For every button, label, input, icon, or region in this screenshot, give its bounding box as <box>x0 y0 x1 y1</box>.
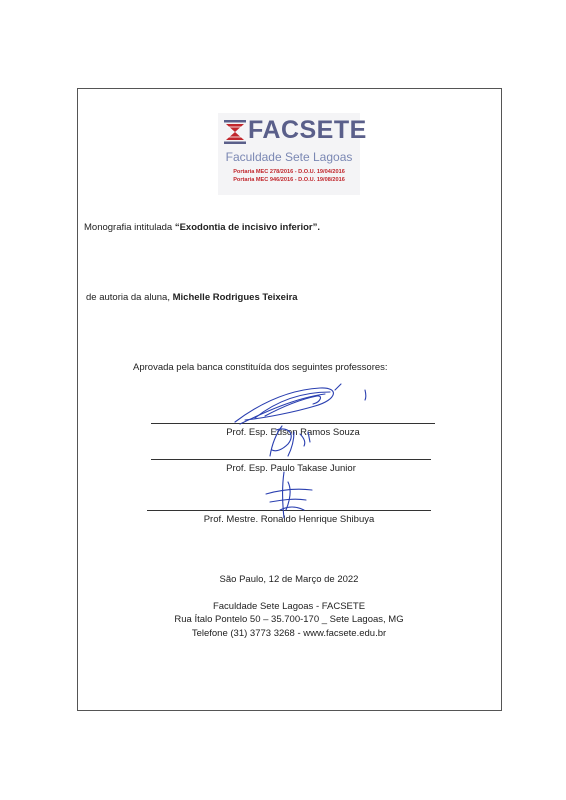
professor-2: Prof. Esp. Paulo Takase Junior <box>226 463 356 474</box>
monograph-prefix: Monografia intitulada <box>84 222 173 233</box>
professor-1: Prof. Esp. Edson Ramos Souza <box>226 427 360 438</box>
author-line <box>86 292 298 303</box>
approval-text: Aprovada pela banca constituída dos seguintes professores: <box>133 362 388 373</box>
professor-3: Prof. Mestre. Ronaldo Henrique Shibuya <box>203 514 375 525</box>
portaria-1: Portaria MEC 278/2016 - D.O.U. 19/04/2016 <box>233 169 345 175</box>
footer-address: Rua Ítalo Pontelo 50 – 35.700-170 _ Sete Lagoas, MG <box>174 614 404 625</box>
signature-3 <box>260 470 330 525</box>
signature-2 <box>262 420 322 462</box>
logo-subtitle: Faculdade Sete Lagoas <box>225 150 353 164</box>
author-prefix: de autoria da aluna, <box>86 292 170 303</box>
monograph-line <box>84 222 320 233</box>
logo-name: FACSETE <box>248 116 367 144</box>
footer-contact: Telefone (31) 3773 3268 - www.facsete.edu.br <box>191 628 387 639</box>
portaria-2: Portaria MEC 946/2016 - D.O.U. 19/08/2016 <box>233 177 345 183</box>
author-name: Michelle Rodrigues Teixeira <box>172 292 298 303</box>
footer-institution: Faculdade Sete Lagoas - FACSETE <box>212 601 366 612</box>
monograph-title: “Exodontia de incisivo inferior”. <box>174 222 321 233</box>
facsete-mark-icon <box>224 120 246 144</box>
date-place: São Paulo, 12 de Março de 2022 <box>219 574 359 585</box>
facsete-logo <box>218 113 367 195</box>
